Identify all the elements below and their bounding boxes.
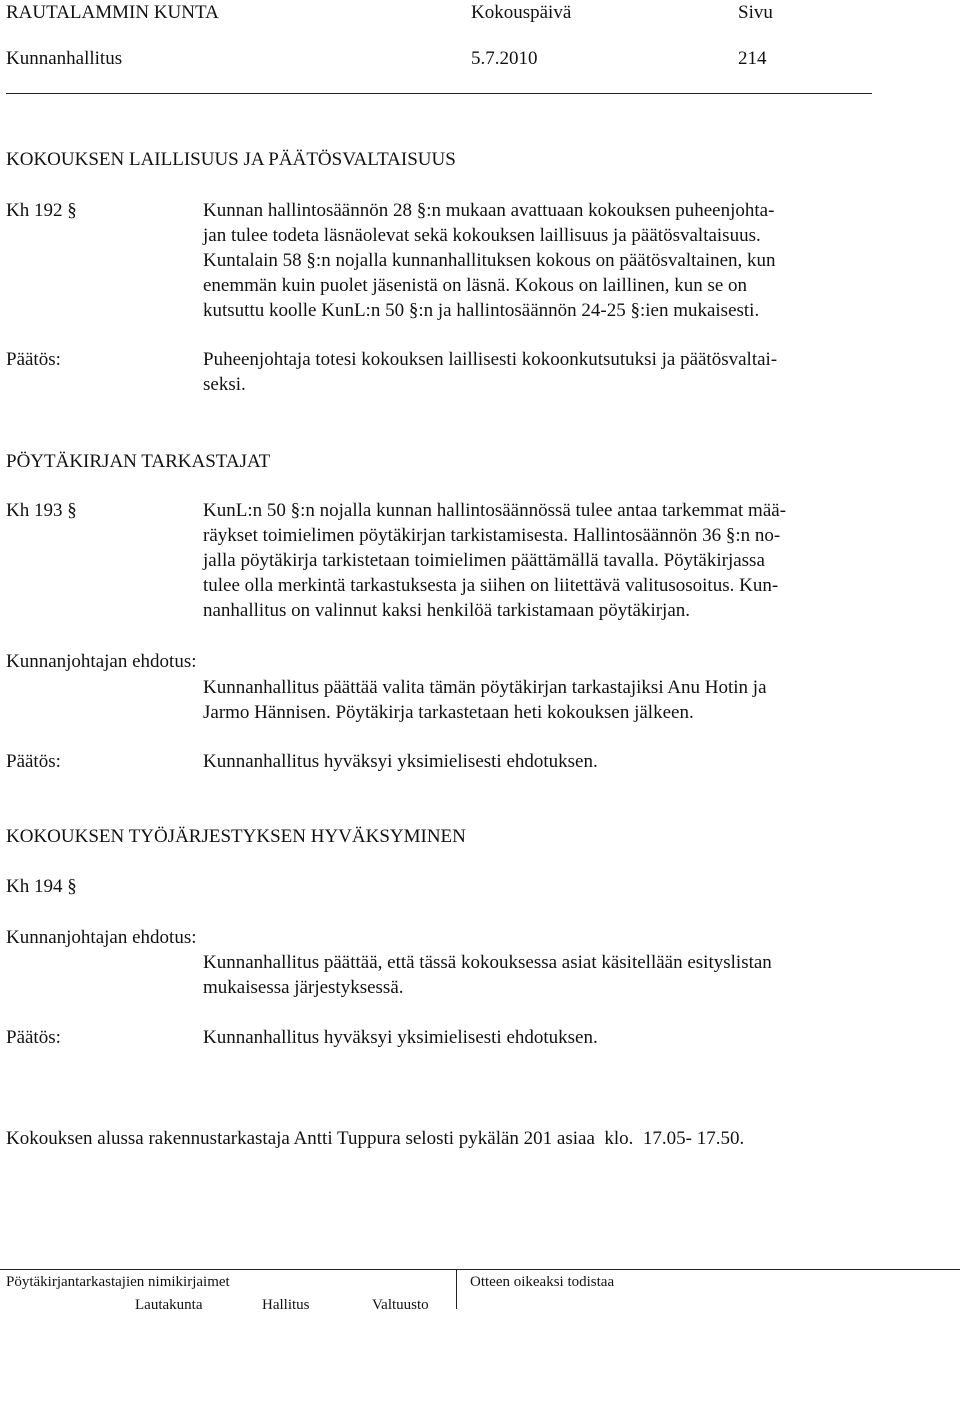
- body-line: nanhallitus on valinnut kaksi henkilöä tarkistamaan pöytäkirjan.: [203, 600, 691, 621]
- page-number: 214: [738, 48, 767, 69]
- decision-text: [203, 749, 883, 774]
- decision-label: Päätös:: [6, 751, 61, 772]
- section-title: KOKOUKSEN TYÖJÄRJESTYKSEN HYVÄKSYMINEN: [6, 826, 466, 847]
- proposal-label: Kunnanjohtajan ehdotus:: [6, 651, 197, 672]
- meeting-note: Kokouksen alussa rakennustarkastaja Antti Tuppura selosti pykälän 201 asiaa klo. 17.05- 17.50.: [6, 1128, 745, 1149]
- body-line: Kunnan hallintosäännön 28 §:n mukaan avattuaan kokouksen puheenjohta-: [203, 200, 775, 221]
- page-number-label: Sivu: [738, 2, 773, 23]
- proposal-text: [203, 950, 883, 1000]
- meeting-date-label: Kokouspäivä: [471, 2, 572, 23]
- municipality-name: RAUTALAMMIN KUNTA: [6, 2, 219, 23]
- footer-column-divider: [456, 1269, 457, 1309]
- body-line: enemmän kuin puolet jäsenistä on läsnä. Kokous on laillinen, kun se on: [203, 275, 748, 296]
- section-code: Kh 194 §: [6, 876, 77, 897]
- body-line: jalla pöytäkirja tarkistetaan toimielimen päättämällä tavalla. Pöytäkirjassa: [203, 550, 765, 571]
- decision-text: [203, 347, 883, 397]
- meeting-date: 5.7.2010: [471, 48, 538, 69]
- body-line: räykset toimielimen pöytäkirjan tarkistamisesta. Hallintosäännön 36 §:n no-: [203, 525, 781, 546]
- header-divider: [6, 93, 872, 94]
- decision-line: Puheenjohtaja totesi kokouksen laillisesti kokoonkutsutuksi ja päätösvaltai-: [203, 349, 778, 370]
- body-line: KunL:n 50 §:n nojalla kunnan hallintosäännössä tulee antaa tarkemmat mää-: [203, 500, 787, 521]
- signatures-label: Pöytäkirjantarkastajien nimikirjaimet: [6, 1274, 230, 1290]
- proposal-line: Kunnanhallitus päättää, että tässä kokouksessa asiat käsitellään esityslistan: [203, 952, 772, 973]
- body-line: Kuntalain 58 §:n nojalla kunnanhallituksen kokous on päätösvaltainen, kun: [203, 250, 776, 271]
- section-title: PÖYTÄKIRJAN TARKASTAJAT: [6, 451, 271, 472]
- footer-column-government: Hallitus: [262, 1297, 310, 1313]
- body-line: jan tulee todeta läsnäolevat sekä kokouksen laillisuus ja päätösvaltaisuus.: [203, 225, 761, 246]
- proposal-label: Kunnanjohtajan ehdotus:: [6, 927, 197, 948]
- proposal-line: Jarmo Hännisen. Pöytäkirja tarkastetaan heti kokouksen jälkeen.: [203, 702, 694, 723]
- decision-label: Päätös:: [6, 349, 61, 370]
- proposal-line: Kunnanhallitus päättää valita tämän pöytäkirjan tarkastajiksi Anu Hotin ja: [203, 677, 767, 698]
- decision-line: seksi.: [203, 374, 246, 395]
- decision-line: Kunnanhallitus hyväksyi yksimielisesti ehdotuksen.: [203, 1027, 598, 1048]
- section-body: [203, 498, 883, 623]
- body-line: kutsuttu koolle KunL:n 50 §:n ja hallintosäännön 24-25 §:ien mukaisesti.: [203, 300, 760, 321]
- decision-text: [203, 1025, 883, 1050]
- footer-column-council: Valtuusto: [372, 1297, 429, 1313]
- proposal-line: mukaisessa järjestyksessä.: [203, 977, 404, 998]
- footer-divider: [0, 1269, 960, 1270]
- decision-label: Päätös:: [6, 1027, 61, 1048]
- certified-copy-label: Otteen oikeaksi todistaa: [470, 1274, 615, 1290]
- section-code: Kh 193 §: [6, 500, 77, 521]
- proposal-text: [203, 675, 883, 725]
- section-code: Kh 192 §: [6, 200, 77, 221]
- decision-line: Kunnanhallitus hyväksyi yksimielisesti ehdotuksen.: [203, 751, 598, 772]
- body-line: tulee olla merkintä tarkastuksesta ja siihen on liitettävä valitusosoitus. Kun-: [203, 575, 779, 596]
- section-title: KOKOUKSEN LAILLISUUS JA PÄÄTÖSVALTAISUUS: [6, 149, 456, 170]
- governing-body: Kunnanhallitus: [6, 48, 123, 69]
- section-body: [203, 198, 883, 323]
- footer-column-board: Lautakunta: [135, 1297, 203, 1313]
